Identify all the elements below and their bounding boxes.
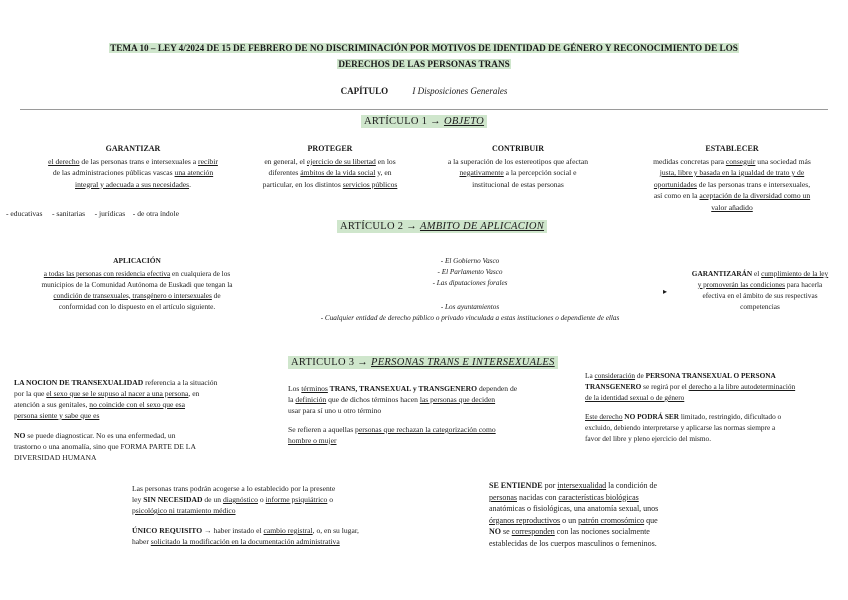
proteger-text: ámbitos de la vida social <box>300 168 376 177</box>
scope-item: - educativas <box>6 209 43 218</box>
title-line-2: DERECHOS DE LAS PERSONAS TRANS <box>338 59 510 69</box>
establecer-text: conseguir <box>725 156 756 166</box>
establecer-text: valor añadido <box>711 202 753 212</box>
article-2-label: ARTÍCULO 2 → <box>339 221 418 232</box>
nocion-text: persona siente y sabe que es <box>14 411 100 420</box>
acoger-block <box>132 483 422 547</box>
nocion-text: el sexo que se le supuso al nacer a una persona <box>46 389 189 398</box>
col-heading-establecer: ESTABLECER <box>705 144 759 153</box>
acoger-text: SIN NECESIDAD <box>143 495 203 504</box>
intersex-text: se <box>501 527 512 536</box>
contribuir-text: a la percepción social e <box>503 168 577 177</box>
establecer-text: oportunidades <box>653 179 697 189</box>
consideracion-text: se regirá por el <box>641 382 689 391</box>
garantizaran-text: GARANTIZARÁN <box>691 269 753 278</box>
intersex-text: establecidas de los cuerpos masculinos o femeninos. <box>489 538 657 548</box>
chapter-label: CAPÍTULO <box>340 86 389 96</box>
proteger-text: ejercicio de su libertad <box>306 156 376 166</box>
garantizar-text: el derecho <box>48 156 80 166</box>
intersex-text: nacidas con <box>517 492 559 502</box>
terminos-text: que de dichos términos hacen <box>326 395 420 404</box>
col-heading-contribuir: CONTRIBUIR <box>491 144 544 153</box>
intersex-text: anatómicas o fisiológicas, una anatomía sexual, unos <box>489 504 659 513</box>
establecer-text: medidas concretas para <box>653 156 726 166</box>
nocion-text: NO <box>14 431 26 440</box>
intersex-text: SE ENTIENDE <box>489 481 543 490</box>
garantizar-text: . <box>189 179 191 189</box>
acoger-text: ley <box>132 495 144 504</box>
acoger-text: o <box>327 495 334 504</box>
acoger-text: → haber instado el <box>202 526 264 535</box>
acoger-text: o <box>257 495 266 504</box>
proteger-text: servicios públicos <box>342 179 398 189</box>
arrow-icon: ▸ <box>663 287 668 296</box>
aplicacion-text: a todas las personas con <box>43 268 116 278</box>
establecer-text: de las personas trans e intersexuales, <box>696 179 811 189</box>
nocion-text: no coincide con el sexo que esa <box>89 400 186 409</box>
acoger-text: de un <box>202 495 223 504</box>
article-1-heading <box>0 116 848 127</box>
terminos-text: personas que rechazan la categorización como <box>355 425 496 434</box>
terminos-text: Los <box>288 384 302 393</box>
garantizaran-text: efectiva en el ámbito de sus respectivas <box>702 291 818 300</box>
garantizaran-text: el <box>752 269 762 278</box>
article-1-name: OBJETO <box>443 116 485 127</box>
nocion-text: DIVERSIDAD HUMANA <box>14 453 97 462</box>
bodies-list <box>270 256 670 324</box>
consideracion-text: NO PODRÁ SER <box>622 412 680 421</box>
col-heading-proteger: PROTEGER <box>307 144 353 153</box>
intersex-text: o un <box>560 515 579 525</box>
intersex-text: que <box>644 515 658 525</box>
nocion-text: , en <box>188 389 200 398</box>
body-item: - Las diputaciones forales <box>432 279 508 288</box>
body-item: - Cualquier entidad de derecho público o privado vinculada a estas instituciones o dependiente de ellas <box>320 313 620 322</box>
terminos-text: TRANS, TRANSEXUAL y TRANSGENERO <box>327 384 478 393</box>
intersex-text: características biológicas <box>558 492 639 502</box>
garantizar-text: de las personas trans e intersexuales a <box>79 156 199 166</box>
consideracion-block <box>585 370 847 444</box>
terminos-text: Se refieren a aquellas <box>288 425 356 434</box>
consideracion-text: consideración <box>594 371 636 380</box>
terminos-text: dependen de <box>477 384 518 393</box>
establecer-text: así como en la <box>653 191 700 200</box>
col-contribuir <box>412 143 624 190</box>
consideracion-text: de la identidad sexual o de género <box>585 393 685 402</box>
consideracion-text: Este derecho <box>585 412 623 421</box>
acoger-text: informe psiquiátrico <box>265 495 328 504</box>
acoger-text: Las personas trans podrán acogerse a lo establecido por la presente <box>132 484 336 493</box>
intersex-text: personas <box>489 492 517 502</box>
terminos-text: definición <box>295 395 327 404</box>
establecer-text: aceptación de la diversidad como un <box>699 191 811 200</box>
title-line-1: TEMA 10 – LEY 4/2024 DE 15 DE FEBRERO DE NO DISCRIMINACIÓN POR MOTIVOS DE IDENTIDAD DE GÉNERO Y RECONOCIMIENTO DE LOS <box>110 43 738 53</box>
acoger-text: cambio registral <box>263 526 313 535</box>
article-2-heading <box>0 221 848 232</box>
nocion-text: referencia a la situación <box>143 378 218 387</box>
acoger-text: diagnóstico <box>222 495 258 504</box>
intersex-text: por <box>542 481 558 490</box>
consideracion-text: La <box>585 371 595 380</box>
acoger-text: psicológico ni tratamiento médico <box>132 506 236 515</box>
proteger-text: en general, el <box>264 156 307 166</box>
col-garantizar <box>0 143 266 190</box>
article-1-label: ARTÍCULO 1 → <box>363 116 441 127</box>
scope-list <box>6 208 266 219</box>
aplicacion-text: residencia efectiva <box>115 268 171 278</box>
nocion-text: LA NOCION DE TRANSEXUALIDAD <box>14 378 144 387</box>
nocion-text: atención a sus genitales, <box>14 400 90 409</box>
acoger-text: , o, en su lugar, <box>312 526 359 535</box>
aplicacion-text: conformidad con lo dispuesto en el artículo siguiente. <box>58 301 216 311</box>
nocion-text: se puede diagnosticar. No es una enfermedad, un <box>25 431 176 440</box>
chapter-heading <box>0 86 848 96</box>
terminos-text: términos <box>301 384 328 393</box>
contribuir-text: negativamente <box>459 168 504 177</box>
nocion-block <box>14 377 276 463</box>
aplicacion-text: en cualquiera de los <box>170 268 231 278</box>
nocion-text: por la que <box>14 389 47 398</box>
aplicacion-block <box>8 255 266 312</box>
consideracion-text: limitado, restringido, dificultado o <box>679 412 782 421</box>
consideracion-text: de <box>635 371 646 380</box>
garantizaran-block <box>676 268 844 312</box>
garantizar-text: de las administraciones públicas vascas <box>52 168 175 177</box>
intersex-text: órganos reproductivos <box>489 515 561 525</box>
consideracion-text: favor del libre y pleno ejercicio del mismo. <box>585 434 712 443</box>
garantizar-text: recibir <box>198 156 218 166</box>
aplicacion-text: condición de transexuales, transgénero o intersexuales <box>53 290 212 300</box>
intersex-text: intersexualidad <box>557 481 607 490</box>
terminos-text: usar para sí uno u otro término <box>288 406 382 415</box>
document-title <box>60 40 788 72</box>
intersex-text: la condición de <box>606 481 657 490</box>
establecer-text: justa, libre y basada en la igualdad de trato y de <box>659 168 805 177</box>
scope-item: - sanitarias <box>51 209 86 218</box>
nocion-text: trastorno o una anomalía, sino que FORMA PARTE DE LA <box>14 442 196 451</box>
scope-item: - jurídicas <box>94 209 126 218</box>
acoger-text: solicitado la modificación en la documentación administrativa <box>150 537 340 546</box>
aplicacion-text: de <box>211 290 221 300</box>
garantizaran-text: competencias <box>740 302 780 311</box>
intersex-text: NO <box>489 527 501 536</box>
consideracion-text: excluido, debiendo interpretarse y aplicarse las normas siempre a <box>585 423 776 432</box>
intersexualidad-block <box>489 480 739 549</box>
body-item: - El Gobierno Vasco <box>440 257 500 265</box>
article-2-name: AMBITO DE APLICACION <box>419 221 545 232</box>
consideracion-text: derecho a la libre autodeterminación <box>688 382 796 391</box>
article-3-name: PERSONAS TRANS E INTERSEXUALES <box>371 357 555 368</box>
garantizar-text: una atención <box>174 168 214 177</box>
chapter-name: I Disposiciones Generales <box>412 86 508 96</box>
consideracion-text: PERSONA TRANSEXUAL O PERSONA <box>645 371 776 380</box>
intersex-text: patrón cromosómico <box>578 515 645 525</box>
proteger-text: particular, en los distintos <box>262 179 343 189</box>
divider <box>20 109 828 110</box>
article-3-heading <box>288 357 558 368</box>
proteger-text: y, en <box>375 168 392 177</box>
garantizaran-text: y promoverán las condiciones <box>697 280 786 289</box>
body-item: - Los ayuntamientos <box>440 302 500 311</box>
col-establecer <box>620 143 844 213</box>
intersex-text: con las nociones socialmente <box>554 527 650 536</box>
establecer-text: una sociedad más <box>755 156 811 166</box>
terminos-text: la <box>288 395 296 404</box>
terminos-text: hombre o mujer <box>288 436 337 445</box>
aplicacion-text: municipios de la Comunidad Autónoma de Euskadi que tengan la <box>41 279 233 289</box>
col-heading-garantizar: GARANTIZAR <box>105 144 161 153</box>
garantizar-text: integral y adecuada a sus necesidades <box>75 179 190 189</box>
garantizaran-text: cumplimiento de la ley <box>761 269 829 278</box>
intersex-text: corresponden <box>511 527 555 536</box>
garantizaran-text: para hacerla <box>785 280 823 289</box>
acoger-text: ÚNICO REQUISITO <box>132 526 203 535</box>
body-item: - El Parlamento Vasco <box>437 268 503 277</box>
scope-item: - de otra índole <box>132 209 179 218</box>
col-proteger <box>230 143 430 190</box>
proteger-text: diferentes <box>268 168 301 177</box>
contribuir-text: a la superación de los estereotipos que afectan <box>447 156 589 166</box>
consideracion-text: TRANSGENERO <box>585 382 642 391</box>
contribuir-text: institucional de estas personas <box>472 179 564 189</box>
aplicacion-heading: APLICACIÓN <box>113 256 161 265</box>
terminos-block <box>288 383 568 446</box>
proteger-text: en los <box>375 156 396 166</box>
terminos-text: las personas que deciden <box>419 395 496 404</box>
acoger-text: haber <box>132 537 151 546</box>
article-3-label: ARTICULO 3 → <box>291 357 369 368</box>
